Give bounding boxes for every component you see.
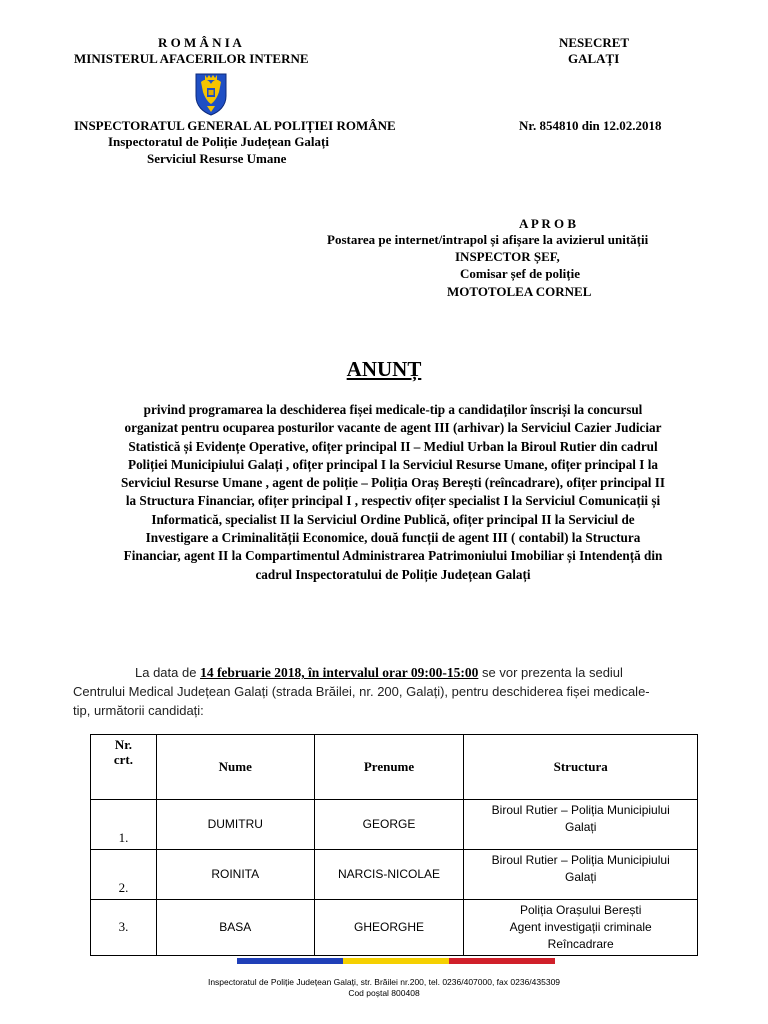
row-nr: 1. — [91, 800, 157, 850]
flag-stripe-blue — [237, 958, 343, 964]
footer-address: Inspectoratul de Poliție Județean Galați, str. Brăilei nr.200, tel. 0236/407000, fax 0236/435309 — [207, 977, 561, 987]
announcement-line: Statistică și Evidențe Operative, ofițer principal II – Mediul Urban la Biroul Rutier din cadrul — [128, 438, 658, 454]
row-nr: 3. — [91, 900, 157, 956]
row-structure — [464, 800, 698, 850]
country-name: R O M Â N I A — [158, 35, 242, 50]
inspectorate-name: INSPECTORATUL GENERAL AL POLIȚIEI ROMÂNE — [74, 118, 396, 133]
row-surname: GHEORGHE — [314, 900, 464, 956]
header-structure: Structura — [464, 735, 698, 800]
approval-name: MOTOTOLEA CORNEL — [447, 284, 592, 299]
flag-stripe-red — [449, 958, 555, 964]
announcement-line: Serviciul Resurse Umane , agent de poliție – Poliția Oraș Berești (reîncadrare), ofițer principal II — [120, 475, 666, 491]
row-structure-line: Galați — [565, 870, 597, 884]
ministry-name: MINISTERUL AFACERILOR INTERNE — [74, 51, 309, 66]
announcement-line: cadrul Inspectoratului de Poliție Județean Galați — [255, 566, 531, 582]
row-name: ROINITA — [156, 850, 314, 900]
intro-line-2: Centrului Medical Județean Galați (strada Brăilei, nr. 200, Galați), pentru deschiderea fișei medicale- — [73, 684, 650, 699]
announcement-line: la Structura Financiar, ofițer principal I , respectiv ofițer specialist I la Serviciul Comunicații și — [125, 493, 661, 509]
announcement-line: Financiar, agent II la Compartimentul Administrarea Patrimoniului Imobiliar și Intendență din — [123, 548, 663, 564]
table-row — [91, 900, 698, 956]
city-label: GALAȚI — [568, 51, 620, 66]
header-name: Nume — [156, 735, 314, 800]
county-inspectorate-name: Inspectoratul de Poliție Județean Galați — [108, 134, 329, 149]
row-structure — [464, 850, 698, 900]
classification-label: NESECRET — [559, 35, 630, 50]
approval-title: A P R O B — [519, 216, 577, 231]
service-name: Serviciul Resurse Umane — [147, 151, 287, 166]
table-row — [91, 800, 698, 850]
row-structure-line: Reîncadrare — [547, 937, 614, 951]
table-row — [91, 850, 698, 900]
candidates-table — [90, 734, 698, 956]
announcement-body — [66, 401, 720, 584]
reference-number: Nr. 854810 din 12.02.2018 — [519, 118, 662, 133]
approval-position: INSPECTOR ȘEF, — [455, 249, 560, 264]
coat-of-arms-icon — [193, 72, 229, 116]
announcement-line: Poliției Municipiului Galați , ofițer principal I la Serviciul Resurse Umane, ofițer principal I la — [128, 456, 658, 472]
intro-lead: La data de — [135, 665, 201, 680]
row-structure — [464, 900, 698, 956]
announcement-line: Investigare a Criminalității Economice, două funcții de agent III ( contabil) la Structura — [145, 530, 641, 546]
announcement-line: organizat pentru ocuparea posturilor vacante de agent III (arhivar) la Serviciul Cazier Judiciar — [124, 420, 662, 436]
header-nr-line2: crt. — [113, 752, 133, 767]
row-structure-line: Poliția Orașului Berești — [520, 903, 642, 917]
intro-date-highlight: 14 februarie 2018, în intervalul orar 09:00-15:00 — [200, 665, 479, 680]
announcement-line: privind programarea la deschiderea fișei medicale-tip a candidaților înscriși la concursul — [143, 402, 643, 417]
header-nr-line1: Nr. — [114, 737, 133, 752]
row-name: DUMITRU — [156, 800, 314, 850]
intro-paragraph — [73, 663, 713, 720]
row-name: BASA — [156, 900, 314, 956]
table-header-row — [91, 735, 698, 800]
footer-postal-code: Cod poștal 800408 — [348, 988, 420, 998]
row-structure-line: Biroul Rutier – Poliția Municipiului — [491, 853, 670, 867]
intro-line-3: tip, următorii candidați: — [73, 703, 204, 718]
approval-purpose: Postarea pe internet/intrapol și afișare la avizierul unității — [327, 232, 649, 247]
header-surname: Prenume — [314, 735, 464, 800]
row-structure-line: Biroul Rutier – Poliția Municipiului — [491, 803, 670, 817]
intro-rest: se vor prezenta la sediul — [478, 665, 623, 680]
row-nr: 2. — [91, 850, 157, 900]
flag-stripe-yellow — [343, 958, 449, 964]
header-nr — [91, 735, 157, 800]
approval-rank: Comisar șef de poliție — [460, 266, 580, 281]
announcement-line: Informatică, specialist II la Serviciul Ordine Publică, ofițer principal II la Serviciul de — [151, 511, 635, 527]
row-surname: NARCIS-NICOLAE — [314, 850, 464, 900]
row-structure-line: Galați — [565, 820, 597, 834]
row-surname: GEORGE — [314, 800, 464, 850]
row-structure-line: Agent investigații criminale — [509, 920, 652, 934]
announcement-title: ANUNȚ — [346, 357, 422, 381]
